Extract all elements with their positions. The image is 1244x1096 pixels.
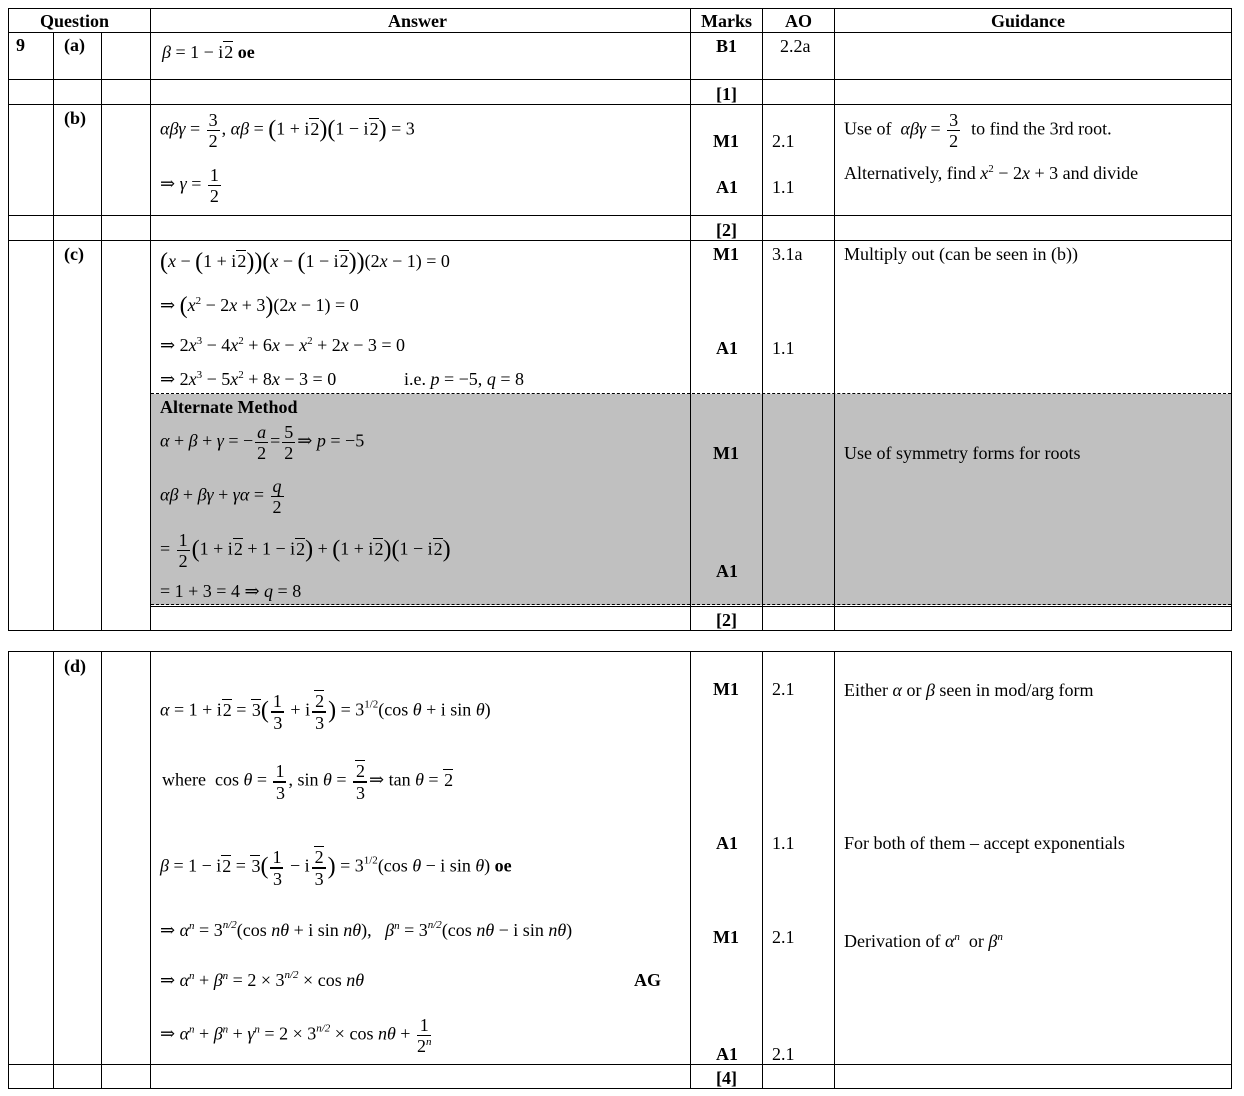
alternate-mark-1: M1 <box>713 443 739 463</box>
part-b-mark-1: M1 <box>713 131 739 151</box>
part-d-answer-line2: where cos θ = $\frac{1}{3}$ , sin θ = $\frac{2}{3}$ ⇒ tan θ = 2 <box>162 760 454 803</box>
part-a-total: [1] <box>716 84 737 104</box>
part-a-mark: B1 <box>716 36 738 56</box>
part-d-answer-line5: ⇒ $\alpha^n + \beta^n = 2 \times 3^{n/2} \times \cos n\theta$ <box>160 969 365 990</box>
part-d-mark-1: M1 <box>713 679 739 699</box>
part-d-total: [4] <box>716 1068 737 1088</box>
part-c-answer-line3: ⇒ $2x^3 - 4x^2 + 6x - x^2 + 2x - 3 = 0$ <box>160 335 406 355</box>
part-d-mark-3: M1 <box>713 927 739 947</box>
alternate-line2: αβ + βγ + γα = $\frac{q}{2}$ <box>160 476 282 517</box>
part-c-total: [2] <box>716 610 737 630</box>
part-c-answer-line2: ⇒ $(x^2 - 2x + 3)(2x - 1) = 0$ <box>160 293 359 319</box>
part-c-answer-line1: (x − (1 + i2))(x − (1 − i2))(2x − 1) = 0 <box>160 249 450 275</box>
part-d-answer-line3: β = 1 − i2 = 3( $\frac{1}{3}$ − i $\frac{2}{3}$ ) = $3^{1/2}(\cos$ θ − i sin θ) oe <box>160 846 512 889</box>
part-d-answer-line6: ⇒ $\alpha^n + \beta^n + \gamma^n = 2 \times 3^{n/2} \times \cos n\theta$ + $\frac{1}{2^n}$ <box>160 1015 432 1056</box>
part-c-ao-2: 1.1 <box>772 338 795 358</box>
part-d-mark-2: A1 <box>716 833 738 853</box>
part-d-ao-3: 2.1 <box>772 927 795 947</box>
part-c-ao-1: 3.1a <box>772 244 803 264</box>
part-d-guidance-1: Either α or β seen in mod/arg form <box>844 680 1094 700</box>
part-d-answer-line1: α = 1 + i2 = 3( $\frac{1}{3}$ + i $\frac{2}{3}$ ) = $3^{1/2}(\cos$ θ + i sin θ) <box>160 690 491 733</box>
part-b-answer-line2: ⇒ γ = $\frac{1}{2}$ <box>160 165 219 206</box>
part-b-answer-line1: αβγ = $\frac{3}{2}$ , αβ = (1 + i2)(1 − i2) = 3 <box>160 110 415 151</box>
part-c-answer-note: i.e. p = −5, q = 8 <box>404 369 524 389</box>
alternate-line1: α + β + γ = − $\frac{a}{2}$ = $\frac{5}{2}$ ⇒ p = −5 <box>160 422 365 463</box>
part-c-guidance: Multiply out (can be seen in (b)) <box>844 244 1078 264</box>
part-d-ao-4: 2.1 <box>772 1044 795 1064</box>
alternate-mark-2: A1 <box>716 561 738 581</box>
part-b-label: (b) <box>64 108 86 128</box>
header-answer: Answer <box>388 11 447 31</box>
header-question: Question <box>40 11 110 31</box>
part-a-ao: 2.2a <box>780 36 811 56</box>
header-guidance: Guidance <box>991 11 1066 31</box>
part-d-ag-tag: AG <box>634 970 661 990</box>
part-a-label: (a) <box>64 35 85 55</box>
part-d-mark-4: A1 <box>716 1044 738 1064</box>
header-ao: AO <box>785 11 812 31</box>
part-b-guidance-line1: Use of αβγ = $\frac{3}{2}$ to find the 3rd root. <box>844 110 1112 151</box>
part-c-mark-1: M1 <box>713 244 739 264</box>
part-b-total: [2] <box>716 220 737 240</box>
part-b-mark-2: A1 <box>716 177 738 197</box>
header-marks: Marks <box>701 11 752 31</box>
part-b-guidance-line2: Alternatively, find $x^2 - 2x + 3$ and divide <box>844 163 1139 183</box>
part-c-label: (c) <box>64 244 84 264</box>
part-d-label: (d) <box>64 656 86 676</box>
alternate-guidance: Use of symmetry forms for roots <box>844 443 1081 463</box>
part-d-ao-2: 1.1 <box>772 833 795 853</box>
part-a-answer: β = 1 − i2 oe <box>162 42 255 62</box>
part-c-answer-line4: ⇒ $2x^3 - 5x^2 + 8x - 3 = 0$ <box>160 369 337 389</box>
part-d-ao-1: 2.1 <box>772 679 795 699</box>
part-d-answer-line4: ⇒ $\alpha^n = 3^{n/2}(\cos$ nθ + i sin nθ), $\beta^n = 3^{n/2}(\cos$ nθ − i sin nθ) <box>160 919 573 940</box>
part-c-mark-2: A1 <box>716 338 738 358</box>
question-number: 9 <box>16 35 25 55</box>
part-b-ao-2: 1.1 <box>772 177 795 197</box>
part-d-guidance-3: Derivation of $\alpha^n$ or $\beta^n$ <box>844 931 1003 951</box>
alternate-line3: = $\frac{1}{2}$ (1 + i2 + 1 − i2) + (1 + i2)(1 − i2) <box>160 530 451 571</box>
alternate-line4: = 1 + 3 = 4 ⇒ q = 8 <box>160 581 302 601</box>
part-b-ao-1: 2.1 <box>772 131 795 151</box>
alternate-method-title: Alternate Method <box>160 397 298 417</box>
part-d-guidance-2: For both of them – accept exponentials <box>844 833 1125 853</box>
